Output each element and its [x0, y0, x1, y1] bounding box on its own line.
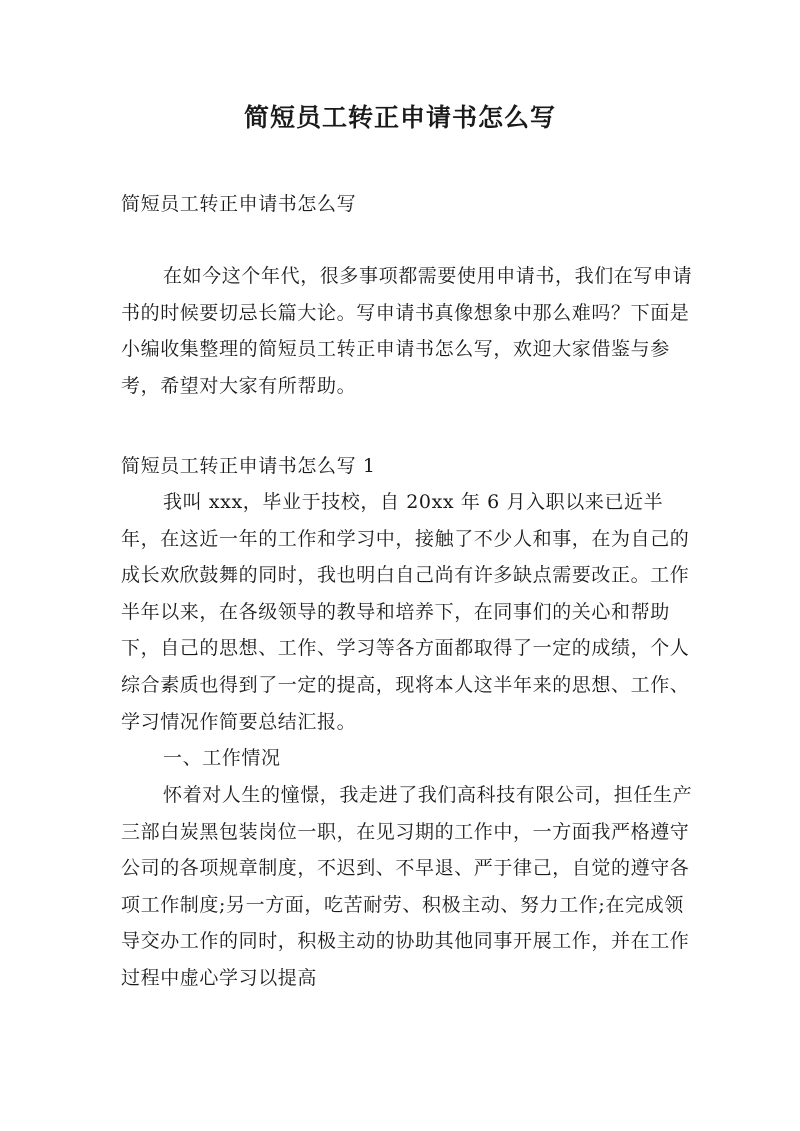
body-paragraph-2: 怀着对人生的憧憬，我走进了我们高科技有限公司，担任生产三部白炭黑包装岗位一职，在见习期的工作中，一方面我严格遵守公司的各项规章制度，不迟到、不早退、严于律己，自觉的遵守各项工作制度;另一方面，吃苦耐劳、积极主动、努力工作;在完成领导交办工作的同时，积极主动的协助其他同事开展工作，并在工作过程中虚心学习以提高	[121, 784, 693, 989]
sub-heading-work: 一、工作情况	[163, 747, 281, 769]
body-paragraph-1: 我叫 xxx，毕业于技校，自 20xx 年 6 月入职以来已近半年，在这近一年的工作和学习中，接触了不少人和事，在为自己的成长欢欣鼓舞的同时，我也明白自己尚有许多缺点需要改正。工作半年以来，在各级领导的教导和培养下，在同事们的关心和帮助下，自己的思想、工作、学习等各方面都取得了一定的成绩，个人综合素质也得到了一定的提高，现将本人这半年来的思想、工作、学习情况作简要总结汇报。	[121, 491, 690, 733]
section-heading: 简短员工转正申请书怎么写 1	[121, 455, 376, 477]
intro-paragraph: 在如今这个年代，很多事项都需要使用申请书，我们在写申请书的时候要切忌长篇大论。写申请书真像想象中那么难吗？下面是小编收集整理的简短员工转正申请书怎么写，欢迎大家借鉴与参考，希望对大家有所帮助。	[121, 265, 693, 397]
document-subtitle: 简短员工转正申请书怎么写	[121, 193, 357, 215]
document-title: 简短员工转正申请书怎么写	[243, 103, 556, 132]
